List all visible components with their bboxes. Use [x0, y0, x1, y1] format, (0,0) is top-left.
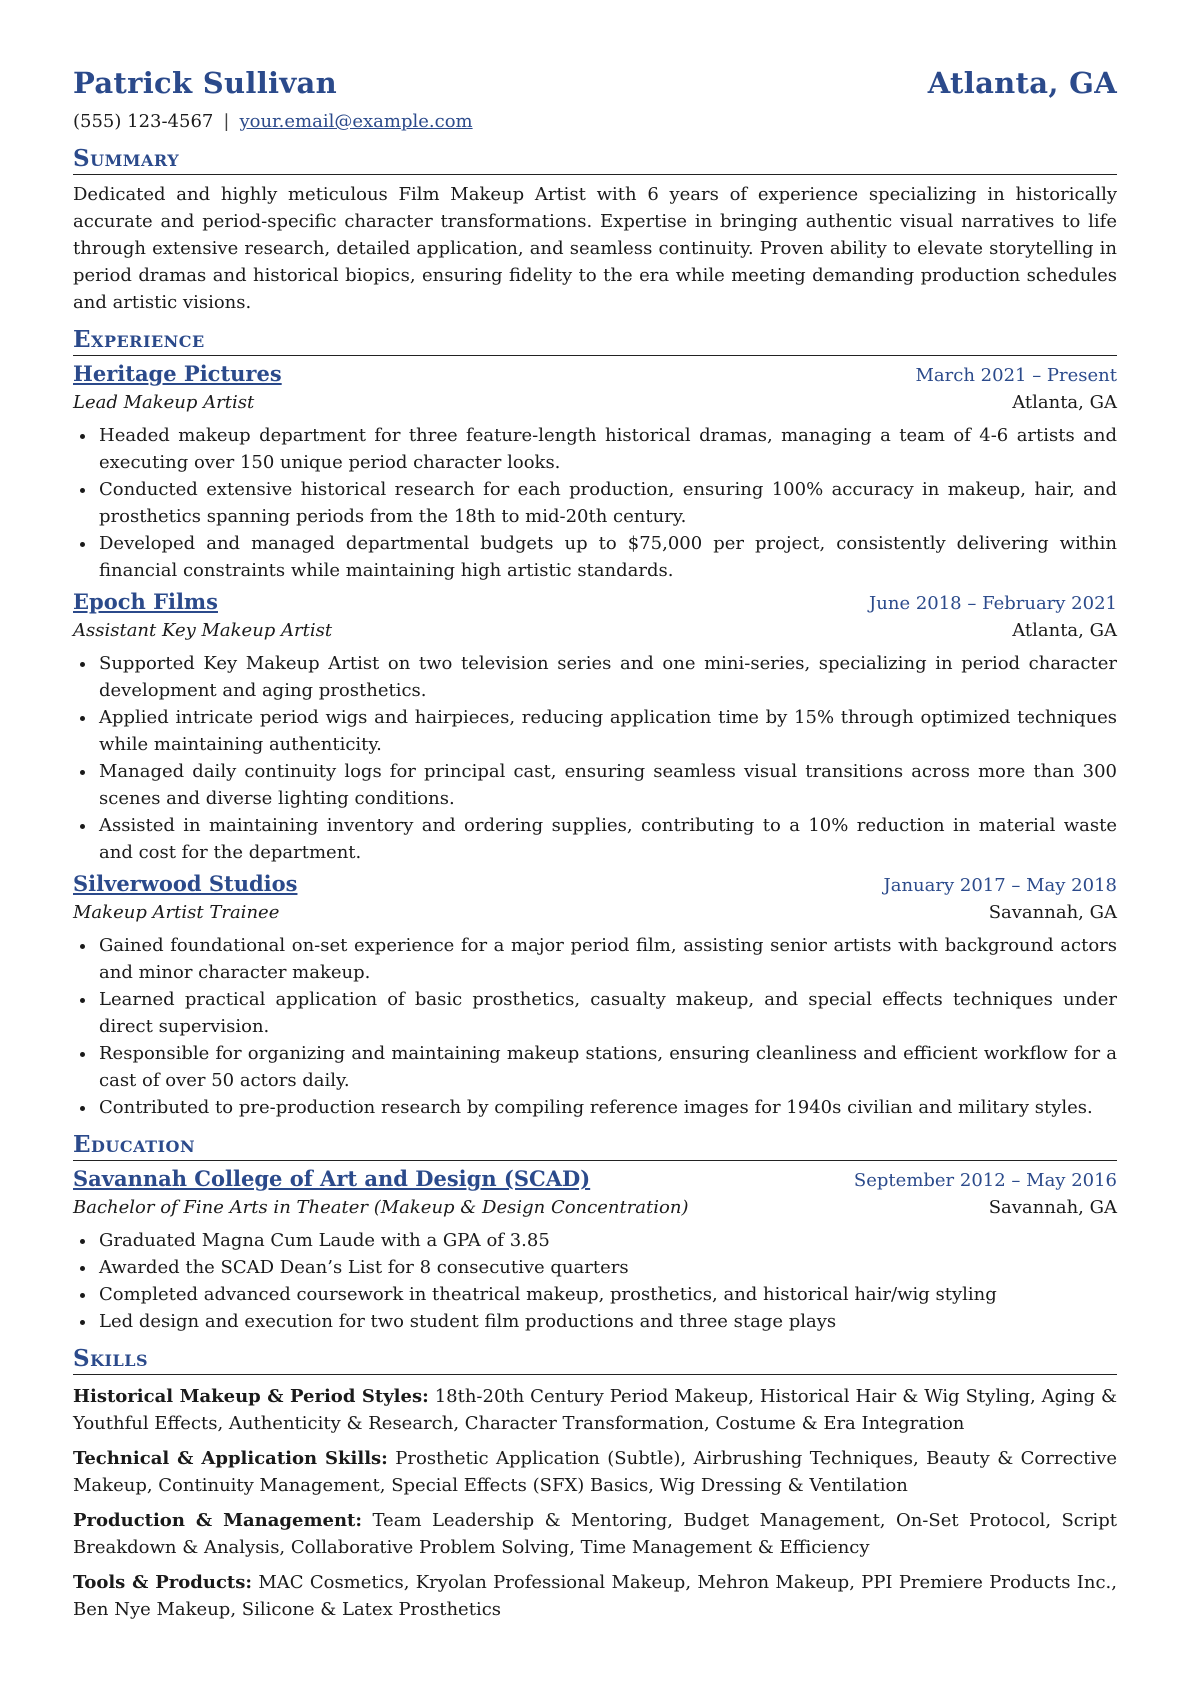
bullet-item: • Headed makeup department for three feature-length historical dramas, managing a team of 4-6 artists and executing over 150 unique period character looks.: [97, 422, 1117, 476]
education-entry-subheader: [73, 1194, 1117, 1221]
email-link[interactable]: your.email@example.com: [239, 111, 473, 132]
education-location: Savannah, GA: [988, 1197, 1117, 1218]
skill-category-items: 18th-20th Century Period Makeup, Historical Hair & Wig Styling, Aging & Youthful Effects, Authenticity & Research, Character Transformation, Costume & Era Integration: [73, 1386, 1117, 1434]
bullet-item: • Responsible for organizing and maintaining makeup stations, ensuring cleanliness and efficient workflow for a cast of over 50 actors daily.: [97, 1040, 1117, 1094]
skills-list: [73, 1383, 1117, 1623]
company-name[interactable]: Silverwood Studios: [73, 871, 298, 896]
experience-entry-header: [73, 588, 1117, 617]
bullet-item: • Awarded the SCAD Dean’s List for 8 consecutive quarters: [97, 1254, 1117, 1281]
contact-line: [73, 108, 1117, 135]
skill-category-items: MAC Cosmetics, Kryolan Professional Makeup, Mehron Makeup, PPI Premiere Products Inc., Ben Nye Makeup, Silicone & Latex Prosthetics: [73, 1572, 1117, 1620]
employment-dates: March 2021 – Present: [915, 365, 1117, 386]
job-location: Atlanta, GA: [1012, 620, 1117, 641]
candidate-location: Atlanta, GA: [927, 66, 1117, 100]
job-title: Assistant Key Makeup Artist: [73, 620, 333, 641]
skill-category: [73, 1383, 1117, 1437]
job-location: Atlanta, GA: [1012, 392, 1117, 413]
skill-category: [73, 1507, 1117, 1561]
bullet-item: • Developed and managed departmental budgets up to $75,000 per project, consistently delivering within financial constraints while maintaining high artistic standards.: [97, 530, 1117, 584]
bullet-item: • Assisted in maintaining inventory and ordering supplies, contributing to a 10% reduction in material waste and cost for the department.: [97, 812, 1117, 866]
experience-entry: [73, 870, 1117, 1121]
experience-bullets: [73, 422, 1117, 584]
company-name[interactable]: Heritage Pictures: [73, 361, 282, 386]
bullet-item: • Graduated Magna Cum Laude with a GPA of 3.85: [97, 1227, 1117, 1254]
experience-heading: Experience: [73, 326, 1117, 356]
experience-entry: [73, 360, 1117, 584]
bullet-item: • Learned practical application of basic prosthetics, casualty makeup, and special effects techniques under direct supervision.: [97, 986, 1117, 1040]
phone-number: (555) 123-4567: [73, 111, 214, 132]
company-name[interactable]: Epoch Films: [73, 589, 218, 614]
education-heading: Education: [73, 1131, 1117, 1161]
experience-entry-subheader: [73, 617, 1117, 644]
experience-entry-subheader: [73, 899, 1117, 926]
bullet-item: • Contributed to pre-production research by compiling reference images for 1940s civilian and military styles.: [97, 1094, 1117, 1121]
employment-dates: January 2017 – May 2018: [883, 875, 1117, 896]
skill-category-items: Prosthetic Application (Subtle), Airbrushing Techniques, Beauty & Corrective Makeup, Continuity Management, Special Effects (SFX) Basics, Wig Dressing & Ventilation: [73, 1448, 1117, 1496]
job-title: Lead Makeup Artist: [73, 392, 255, 413]
experience-entry-subheader: [73, 389, 1117, 416]
job-location: Savannah, GA: [988, 902, 1117, 923]
bullet-item: • Applied intricate period wigs and hairpieces, reducing application time by 15% through optimized techniques while maintaining authenticity.: [97, 704, 1117, 758]
job-title: Makeup Artist Trainee: [73, 902, 280, 923]
bullet-item: • Supported Key Makeup Artist on two television series and one mini-series, specializing in period character development and aging prosthetics.: [97, 650, 1117, 704]
summary-heading: Summary: [73, 145, 1117, 175]
education-entry-header: [73, 1165, 1117, 1194]
education-entry: [73, 1165, 1117, 1335]
bullet-item: • Conducted extensive historical research for each production, ensuring 100% accuracy in makeup, hair, and prosthetics spanning periods from the 18th to mid-20th century.: [97, 476, 1117, 530]
bullet-item: • Led design and execution for two student film productions and three stage plays: [97, 1308, 1117, 1335]
skill-category-label: Historical Makeup & Period Styles:: [73, 1386, 429, 1407]
bullet-item: • Completed advanced coursework in theatrical makeup, prosthetics, and historical hair/wig styling: [97, 1281, 1117, 1308]
skill-category-label: Tools & Products:: [73, 1572, 253, 1593]
bullet-item: • Gained foundational on-set experience for a major period film, assisting senior artists with background actors and minor character makeup.: [97, 932, 1117, 986]
experience-bullets: [73, 932, 1117, 1121]
contact-separator: |: [223, 111, 230, 132]
skills-heading: Skills: [73, 1345, 1117, 1375]
resume-header: [73, 64, 1117, 102]
education-dates: September 2012 – May 2016: [853, 1170, 1117, 1191]
bullet-item: • Managed daily continuity logs for principal cast, ensuring seamless visual transitions across more than 300 scenes and diverse lighting conditions.: [97, 758, 1117, 812]
skill-category-label: Production & Management:: [73, 1510, 363, 1531]
school-name[interactable]: Savannah College of Art and Design (SCAD): [73, 1166, 591, 1191]
experience-entry: [73, 588, 1117, 866]
employment-dates: June 2018 – February 2021: [869, 593, 1117, 614]
experience-bullets: [73, 650, 1117, 866]
degree: Bachelor of Fine Arts in Theater (Makeup & Design Concentration): [73, 1197, 689, 1218]
experience-list: [73, 360, 1117, 1121]
skill-category: [73, 1445, 1117, 1499]
education-bullets: [73, 1227, 1117, 1335]
experience-entry-header: [73, 360, 1117, 389]
summary-text: Dedicated and highly meticulous Film Makeup Artist with 6 years of experience specializing in historically accurate and period-specific character transformations. Expertise in bringing authentic visual narratives to life through extensive research, detailed application, and seamless continuity. Proven ability to elevate storytelling in period dramas and historical biopics, ensuring fidelity to the era while meeting demanding production schedules and artistic visions.: [73, 184, 1117, 313]
experience-entry-header: [73, 870, 1117, 899]
skill-category-label: Technical & Application Skills:: [73, 1448, 388, 1469]
skill-category-items: Team Leadership & Mentoring, Budget Management, On-Set Protocol, Script Breakdown & Analysis, Collaborative Problem Solving, Time Management & Efficiency: [73, 1510, 1117, 1558]
skill-category: [73, 1569, 1117, 1623]
candidate-name: Patrick Sullivan: [73, 66, 337, 100]
